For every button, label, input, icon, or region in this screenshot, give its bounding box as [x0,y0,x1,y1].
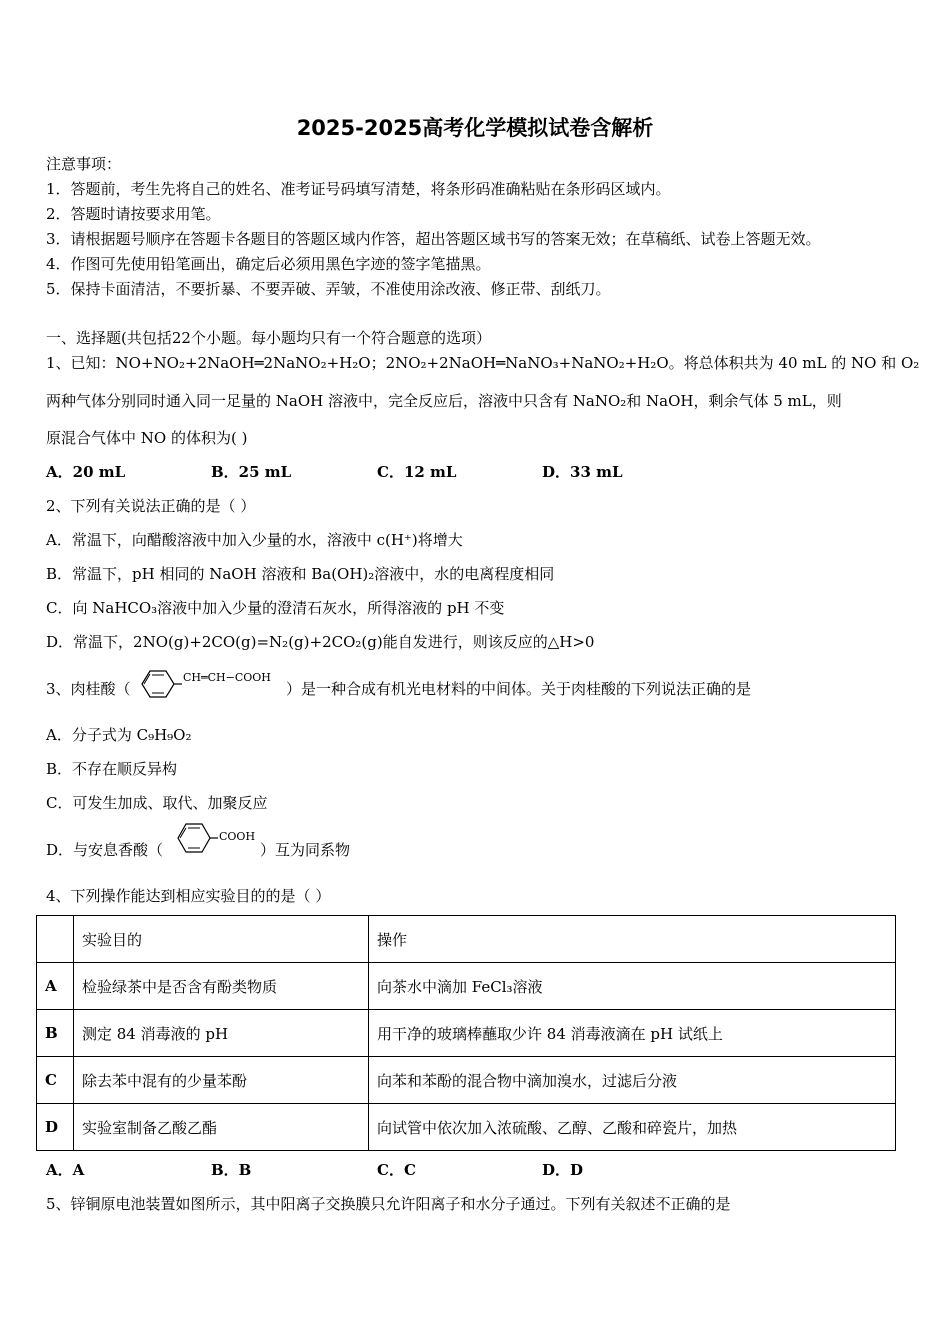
q3-option-d-after: ）互为同系物 [260,841,351,859]
experiment-table [36,915,896,1151]
q2-option-d: D．常温下，2NO(g)+2CO(g)=N₂(g)+2CO₂(g)能自发进行，则该反应的△H>0 [46,633,595,651]
benzoic-acid-label: COOH [219,830,256,843]
q4-option-b: B．B [211,1161,252,1179]
table-cell: D [37,1104,74,1151]
q1-option-d: D．33 mL [542,463,623,481]
table-cell: A [37,963,74,1010]
notice-heading: 注意事项： [46,155,122,173]
q2-option-a: A．常温下，向醋酸溶液中加入少量的水，溶液中 c(H⁺)将增大 [46,531,463,549]
notice-item-3: 3．请根据题号顺序在答题卡各题目的答题区域内作答，超出答题区域书写的答案无效；在草稿纸、试卷上答题无效。 [46,230,821,248]
benzoic-acid-structure [170,818,265,860]
table-row [37,1057,896,1104]
q3-stem-before: 3、肉桂酸（ [46,680,131,698]
q1-option-b: B．25 mL [211,463,292,481]
table-header-row [37,916,896,963]
table-row [37,1104,896,1151]
table-row [37,963,896,1010]
table-cell: 测定 84 消毒液的 pH [74,1010,369,1057]
q4-stem: 4、下列操作能达到相应实验目的的是（ ） [46,887,331,905]
q4-option-c: C．C [377,1161,416,1179]
q3-option-c: C．可发生加成、取代、加聚反应 [46,794,268,812]
q1-option-a: A．20 mL [46,463,126,481]
table-cell: 向茶水中滴加 FeCl₃溶液 [369,963,896,1010]
section-heading: 一、选择题(共包括22个小题。每小题均只有一个符合题意的选项） [46,329,491,347]
q1-line3: 原混合气体中 NO 的体积为( ) [46,429,248,447]
table-cell: 除去苯中混有的少量苯酚 [74,1057,369,1104]
table-header-cell [37,916,74,963]
q3-option-d-before: D．与安息香酸（ [46,841,164,859]
table-cell: 用干净的玻璃棒蘸取少许 84 消毒液滴在 pH 试纸上 [369,1010,896,1057]
q5-stem: 5、锌铜原电池装置如图所示，其中阳离子交换膜只允许阳离子和水分子通过。下列有关叙述不正确的是 [46,1195,731,1213]
q3-option-b: B．不存在顺反异构 [46,760,178,778]
table-cell: 检验绿茶中是否含有酚类物质 [74,963,369,1010]
q4-option-a: A．A [46,1161,85,1179]
table-cell: 向苯和苯酚的混合物中滴加溴水，过滤后分液 [369,1057,896,1104]
notice-item-2: 2．答题时请按要求用笔。 [46,205,221,223]
table-row [37,1010,896,1057]
q2-option-c: C．向 NaHCO₃溶液中加入少量的澄清石灰水，所得溶液的 pH 不变 [46,599,505,617]
table-header-cell: 操作 [369,916,896,963]
cinnamic-acid-label: CH═CH−COOH [183,671,271,684]
q3-option-a: A．分子式为 C₉H₉O₂ [46,726,192,744]
table-cell: 实验室制备乙酸乙酯 [74,1104,369,1151]
q1-line2: 两种气体分别同时通入同一足量的 NaOH 溶液中，完全反应后，溶液中只含有 NaNO₂和 NaOH，剩余气体 5 mL，则 [46,392,842,410]
table-cell: C [37,1057,74,1104]
cinnamic-acid-structure [130,664,290,704]
q4-option-d: D．D [542,1161,584,1179]
q2-option-b: B．常温下，pH 相同的 NaOH 溶液和 Ba(OH)₂溶液中，水的电离程度相同 [46,565,555,583]
page-title: 2025-2025高考化学模拟试卷含解析 [296,116,654,140]
notice-item-4: 4．作图可先使用铅笔画出，确定后必须用黑色字迹的签字笔描黑。 [46,255,491,273]
q1-option-c: C．12 mL [377,463,457,481]
q3-stem-after: ）是一种合成有机光电材料的中间体。关于肉桂酸的下列说法正确的是 [286,680,752,698]
notice-item-5: 5．保持卡面清洁，不要折暴、不要弄破、弄皱，不准使用涂改液、修正带、刮纸刀。 [46,280,611,298]
q2-stem: 2、下列有关说法正确的是（ ） [46,497,256,515]
q1-line1: 1、已知：NO+NO₂+2NaOH═2NaNO₂+H₂O；2NO₂+2NaOH═NaNO₃+NaNO₂+H₂O。将总体积共为 40 mL 的 NO 和 O₂ [46,354,920,372]
table-cell: B [37,1010,74,1057]
table-header-cell: 实验目的 [74,916,369,963]
notice-item-1: 1．答题前，考生先将自己的姓名、准考证号码填写清楚，将条形码准确粘贴在条形码区域内。 [46,180,671,198]
table-cell: 向试管中依次加入浓硫酸、乙醇、乙酸和碎瓷片，加热 [369,1104,896,1151]
